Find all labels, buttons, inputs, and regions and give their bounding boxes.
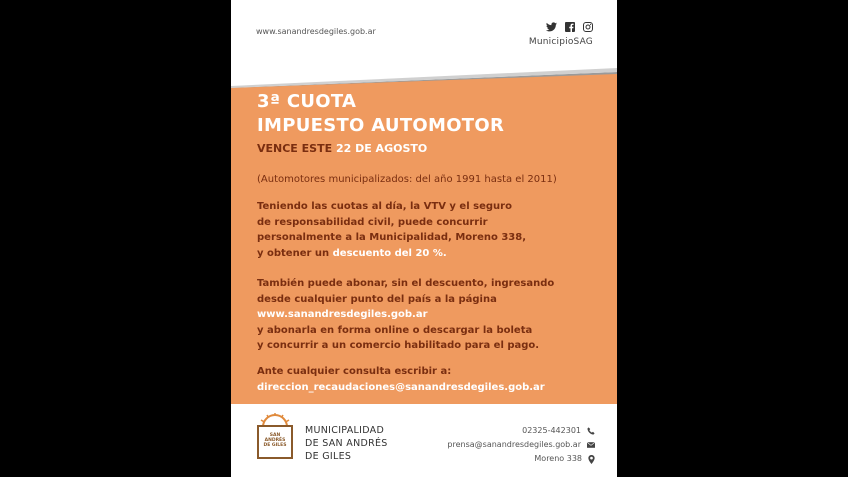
discount-highlight: descuento del 20 %.	[332, 247, 447, 259]
logo-box	[257, 425, 293, 459]
social-icons	[513, 20, 593, 34]
footer	[231, 404, 617, 477]
para2-line5: y concurrir a un comercio habilitado para el pago.	[257, 340, 540, 351]
title-line-1: 3ª CUOTA	[257, 91, 357, 112]
para2-line2: desde cualquier punto del país a la página	[257, 293, 497, 305]
address-row	[447, 452, 595, 466]
muni-line1: MUNICIPALIDAD	[305, 425, 385, 436]
address-text: Moreno 338	[534, 454, 582, 463]
logo-text-line1: SAN	[269, 433, 281, 438]
logo-text	[259, 427, 291, 448]
logo-text-line3: DE GILES	[263, 443, 287, 448]
press-email[interactable]: prensa@sanandresdegiles.gob.ar	[447, 440, 581, 449]
facebook-icon[interactable]	[565, 22, 575, 32]
phone-number[interactable]: 02325-442301	[522, 426, 581, 435]
envelope-icon	[587, 442, 595, 448]
social-block	[513, 20, 593, 47]
email-row	[447, 438, 595, 452]
contact-paragraph	[257, 364, 545, 395]
due-date-value: 22 DE AGOSTO	[335, 142, 428, 155]
municipality-logo	[255, 412, 295, 470]
para1-line3: personalmente a la Municipalidad, Moreno 338,	[257, 232, 526, 243]
contact-email-link[interactable]: direccion_recaudaciones@sanandresdegiles.gob.ar	[257, 381, 545, 393]
contact-info	[447, 424, 595, 466]
social-handle: MunicipioSAG	[528, 37, 593, 47]
muni-line3: DE GILES	[305, 451, 352, 462]
vehicle-note: (Automotores municipalizados: del año 1991 hasta el 2011)	[257, 174, 557, 185]
logo-text-line2: ANDRÉS	[264, 438, 286, 443]
para1-line4-prefix: y obtener un	[257, 247, 333, 259]
online-payment-paragraph	[257, 276, 554, 354]
site-url[interactable]: www.sanandresdegiles.gob.ar	[256, 27, 376, 36]
para1-line2: de responsabilidad civil, puede concurrir	[257, 216, 488, 228]
twitter-icon[interactable]	[546, 22, 557, 32]
muni-line2: DE SAN ANDRÉS	[305, 438, 388, 449]
flyer	[231, 0, 617, 477]
para1-line1: Teniendo las cuotas al día, la VTV y el seguro	[257, 201, 512, 212]
due-date	[257, 142, 427, 155]
para1-line4	[257, 246, 526, 262]
title-line-2: IMPUESTO AUTOMOTOR	[257, 115, 505, 136]
phone-icon	[587, 427, 595, 435]
location-pin-icon	[588, 455, 595, 464]
phone-row	[447, 424, 595, 438]
instagram-icon[interactable]	[583, 22, 593, 32]
discount-paragraph	[257, 199, 526, 261]
para3-line1: Ante cualquier consulta escribir a:	[257, 366, 452, 377]
page-title	[257, 90, 504, 138]
website-link[interactable]: www.sanandresdegiles.gob.ar	[257, 309, 428, 320]
due-date-prefix: VENCE ESTE	[257, 142, 336, 155]
para2-line1: También puede abonar, sin el descuento, ingresando	[257, 278, 555, 289]
municipality-name	[305, 424, 388, 463]
para2-line4: y abonarla en forma online o descargar la boleta	[257, 324, 533, 336]
